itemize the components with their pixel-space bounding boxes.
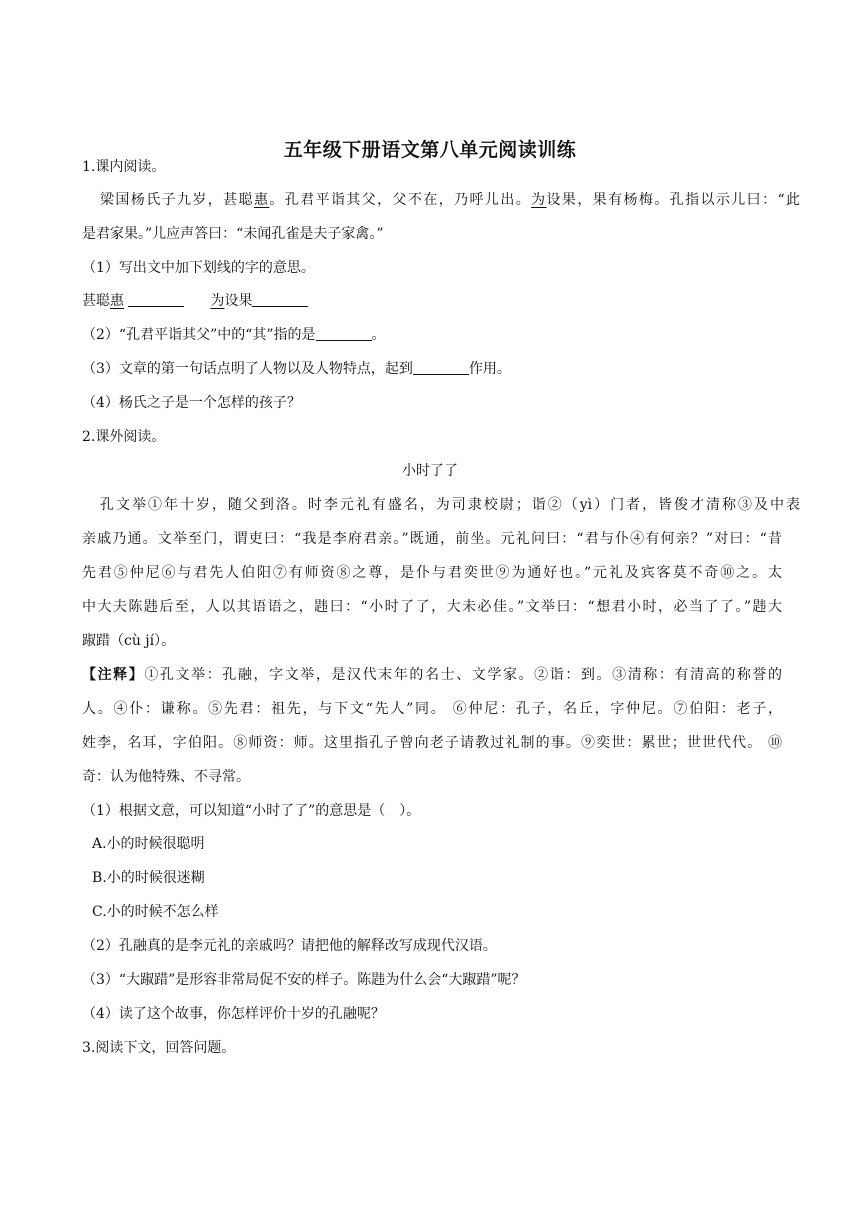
notes-line-4: 奇：认为他特殊、不寻常。 <box>82 769 250 785</box>
q2-heading: 2.课外阅读。 <box>82 429 166 445</box>
q1-sub1: （1）写出文中加下划线的字的意思。 <box>82 260 315 276</box>
page-title: 五年级下册语文第八单元阅读训练 <box>283 139 577 161</box>
answer-blank[interactable] <box>252 292 308 307</box>
answer-blank[interactable] <box>413 360 469 375</box>
option-c[interactable]: C.小的时候不怎么样 <box>92 904 219 920</box>
q2-sub4: （4）读了这个故事，你怎样评价十岁的孔融呢？ <box>82 1006 385 1022</box>
q1-sub4: （4）杨氏之子是一个怎样的孩子？ <box>82 395 301 411</box>
story-title: 小时了了 <box>402 463 458 479</box>
q1-passage-line-2: 是君家果。”儿应声答曰：“未闻孔雀是夫子家禽。” <box>82 226 384 242</box>
q2-passage-line-2: 亲戚乃通。文举至门，谓吏曰：“我是李府君亲。”既通，前坐。元礼问曰：“君与仆④有何亲？”对曰：“昔 <box>82 531 782 547</box>
notes-line-1: 【注释】①孔文举：孔融，字文举，是汉代末年的名士、文学家。②诣：到。③清称：有清高的称誉的 <box>82 667 783 683</box>
q1-passage-line-1: 梁国杨氏子九岁，甚聪惠。孔君平诣其父，父不在，乃呼儿出。为设果，果有杨梅。孔指以示儿曰：“此 <box>100 192 801 208</box>
answer-blank[interactable] <box>316 326 372 341</box>
answer-blank[interactable] <box>128 292 184 307</box>
q2-passage-line-1: 孔文举①年十岁，随父到洛。时李元礼有盛名，为司隶校尉；诣②（yì）门者，皆俊才清称③及中表 <box>100 497 800 513</box>
q2-passage-line-5: 踧踖（cù jí）。 <box>82 633 176 649</box>
q2-sub2: （2）孔融真的是李元礼的亲戚吗？请把他的解释改写成现代汉语。 <box>82 938 497 954</box>
notes-label: 【注释】 <box>82 667 145 683</box>
q2-sub1: （1）根据文意，可以知道“小时了了”的意思是（ ）。 <box>82 803 421 819</box>
q1-sub2: （2）“孔君平诣其父”中的“其”指的是 。 <box>82 327 386 343</box>
option-b[interactable]: B.小的时候很迷糊 <box>92 870 205 886</box>
q3-heading: 3.阅读下文，回答问题。 <box>82 1040 236 1056</box>
notes-line-2: 人。④仆：谦称。⑤先君：祖先，与下文“先人”同。 ⑥仲尼：孔子，名丘，字仲尼。⑦伯阳：老子， <box>82 701 782 717</box>
notes-line-3: 姓李，名耳，字伯阳。⑧师资：师。这里指孔子曾向老子请教过礼制的事。⑨奕世：累世；世世代代。 ⑩ <box>82 735 782 751</box>
q2-passage-line-4: 中大夫陈韪后至，人以其语语之，韪曰：“小时了了，大未必佳。”文举曰：“想君小时，必当了了。”韪大 <box>82 599 782 615</box>
q1-sub3: （3）文章的第一句话点明了人物以及人物特点，起到 作用。 <box>82 361 511 377</box>
q2-sub3: （3）“大踧踖”是形容非常局促不安的样子。陈韪为什么会“大踧踖”呢？ <box>82 972 526 988</box>
q1-heading: 1.课内阅读。 <box>82 159 166 175</box>
q2-passage-line-3: 先君⑤仲尼⑥与君先人伯阳⑦有师资⑧之尊，是仆与君奕世⑨为通好也。”元礼及宾客莫不奇⑩之。太 <box>82 565 782 581</box>
option-a[interactable]: A.小的时候很聪明 <box>92 836 205 852</box>
q1-fill-line: 甚聪惠 为设果 <box>82 291 782 311</box>
